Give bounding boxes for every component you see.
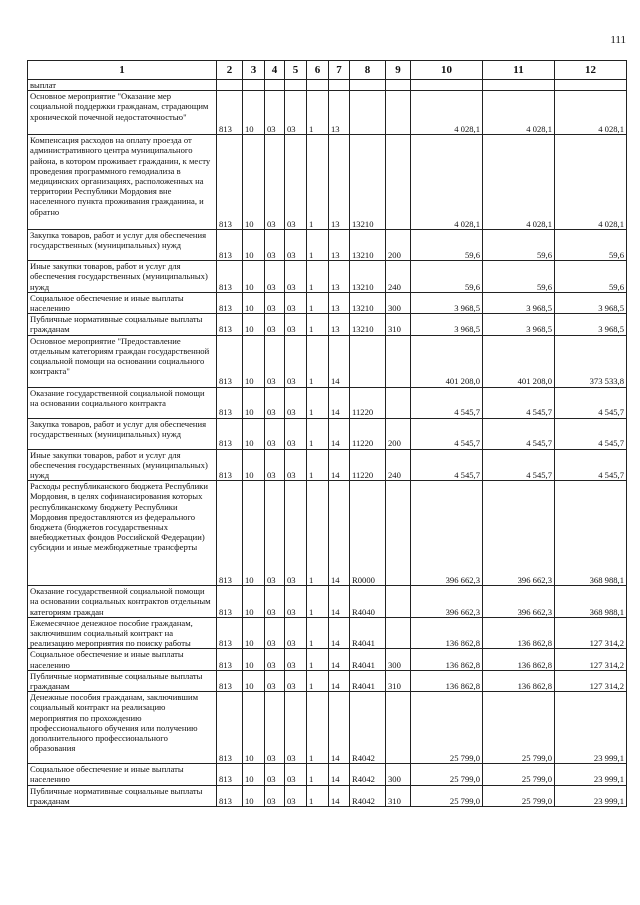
cell-rz: 10 — [243, 387, 265, 418]
cell-cs3: 14 — [329, 692, 350, 764]
column-header-4: 4 — [265, 61, 285, 80]
cell-sum1: 59,6 — [411, 261, 483, 293]
cell-cs2: 1 — [307, 335, 329, 387]
cell-rz: 10 — [243, 314, 265, 335]
cell-cs3: 14 — [329, 785, 350, 806]
cell-vr — [386, 586, 411, 618]
table-row — [28, 387, 627, 418]
cell-sum2: 3 968,5 — [483, 292, 555, 313]
column-header-12: 12 — [555, 61, 627, 80]
table-row — [28, 292, 627, 313]
cell-name: Иные закупки товаров, работ и услуг для обеспечения государственных (муниципальных) нужд — [28, 449, 217, 481]
cell-pr: 03 — [265, 135, 285, 230]
cell-cs4: 11220 — [350, 418, 386, 449]
cell-cs4: 13210 — [350, 230, 386, 261]
cell-cs2: 1 — [307, 387, 329, 418]
cell-sum1 — [411, 80, 483, 91]
cell-sum2: 401 208,0 — [483, 335, 555, 387]
cell-cs1: 03 — [285, 135, 307, 230]
column-header-10: 10 — [411, 61, 483, 80]
cell-rz: 10 — [243, 692, 265, 764]
cell-cs1: 03 — [285, 292, 307, 313]
cell-rz: 10 — [243, 481, 265, 586]
cell-rz: 10 — [243, 230, 265, 261]
cell-sum3: 4 545,7 — [555, 449, 627, 481]
table-row — [28, 80, 627, 91]
cell-gr: 813 — [217, 649, 243, 670]
cell-sum1: 3 968,5 — [411, 314, 483, 335]
table-row — [28, 314, 627, 335]
cell-sum3: 127 314,2 — [555, 670, 627, 691]
cell-name: Публичные нормативные социальные выплаты гражданам — [28, 314, 217, 335]
cell-sum2: 25 799,0 — [483, 764, 555, 785]
cell-cs1 — [285, 80, 307, 91]
cell-gr: 813 — [217, 418, 243, 449]
column-header-2: 2 — [217, 61, 243, 80]
cell-name: Компенсация расходов на оплату проезда от административного центра муниципального района, в котором проживает гражданин, к месту проведения программного гемодиализа в медицинских организациях, расположенных на территории Республики Мордовия вне населенного пункта проживания гражданина, и обратно — [28, 135, 217, 230]
cell-name: Публичные нормативные социальные выплаты гражданам — [28, 670, 217, 691]
cell-sum3: 23 999,1 — [555, 692, 627, 764]
cell-pr: 03 — [265, 764, 285, 785]
cell-cs1: 03 — [285, 387, 307, 418]
cell-sum1: 25 799,0 — [411, 785, 483, 806]
cell-pr: 03 — [265, 261, 285, 293]
cell-cs2: 1 — [307, 617, 329, 649]
cell-name: Публичные нормативные социальные выплаты гражданам — [28, 785, 217, 806]
cell-vr: 300 — [386, 764, 411, 785]
cell-pr: 03 — [265, 692, 285, 764]
cell-name: Закупка товаров, работ и услуг для обеспечения государственных (муниципальных) нужд — [28, 230, 217, 261]
cell-vr — [386, 80, 411, 91]
cell-pr: 03 — [265, 230, 285, 261]
cell-rz: 10 — [243, 292, 265, 313]
cell-cs2: 1 — [307, 670, 329, 691]
table-row — [28, 230, 627, 261]
cell-sum2: 396 662,3 — [483, 481, 555, 586]
cell-gr: 813 — [217, 135, 243, 230]
cell-cs2: 1 — [307, 91, 329, 135]
cell-sum1: 25 799,0 — [411, 764, 483, 785]
cell-cs3: 13 — [329, 91, 350, 135]
cell-sum3: 4 545,7 — [555, 387, 627, 418]
cell-rz: 10 — [243, 649, 265, 670]
cell-name: Денежные пособия гражданам, заключившим социальный контракт на реализацию мероприятия по прохождению профессионального обучения или получению дополнительного профессионального образования — [28, 692, 217, 764]
cell-rz — [243, 80, 265, 91]
cell-rz: 10 — [243, 785, 265, 806]
cell-rz: 10 — [243, 617, 265, 649]
cell-rz: 10 — [243, 335, 265, 387]
cell-sum2: 59,6 — [483, 261, 555, 293]
cell-name: Иные закупки товаров, работ и услуг для обеспечения государственных (муниципальных) нужд — [28, 261, 217, 293]
cell-rz: 10 — [243, 449, 265, 481]
cell-cs2: 1 — [307, 292, 329, 313]
cell-sum3: 4 028,1 — [555, 91, 627, 135]
cell-gr: 813 — [217, 230, 243, 261]
cell-sum2 — [483, 80, 555, 91]
table-row — [28, 481, 627, 586]
cell-pr: 03 — [265, 449, 285, 481]
cell-vr: 300 — [386, 649, 411, 670]
cell-cs4: 13210 — [350, 292, 386, 313]
cell-cs3: 13 — [329, 261, 350, 293]
cell-name: Основное мероприятие "Оказание мер социальной поддержки гражданам, страдающим хронической почечной недостаточностью" — [28, 91, 217, 135]
cell-cs1: 03 — [285, 617, 307, 649]
cell-cs3: 14 — [329, 586, 350, 618]
cell-sum2: 3 968,5 — [483, 314, 555, 335]
cell-sum1: 396 662,3 — [411, 481, 483, 586]
cell-cs4: R0000 — [350, 481, 386, 586]
cell-pr: 03 — [265, 586, 285, 618]
cell-sum2: 136 862,8 — [483, 670, 555, 691]
table-row — [28, 764, 627, 785]
cell-sum1: 59,6 — [411, 230, 483, 261]
cell-cs2: 1 — [307, 230, 329, 261]
table-row — [28, 335, 627, 387]
cell-vr: 200 — [386, 418, 411, 449]
cell-gr: 813 — [217, 764, 243, 785]
cell-name: Социальное обеспечение и иные выплаты населению — [28, 764, 217, 785]
cell-sum2: 25 799,0 — [483, 692, 555, 764]
cell-cs3: 14 — [329, 670, 350, 691]
cell-sum1: 25 799,0 — [411, 692, 483, 764]
cell-cs3: 13 — [329, 135, 350, 230]
cell-cs2: 1 — [307, 586, 329, 618]
cell-gr — [217, 80, 243, 91]
cell-sum2: 4 545,7 — [483, 418, 555, 449]
cell-cs3: 13 — [329, 314, 350, 335]
column-header-6: 6 — [307, 61, 329, 80]
cell-sum3: 59,6 — [555, 230, 627, 261]
cell-pr: 03 — [265, 670, 285, 691]
cell-cs4: 11220 — [350, 387, 386, 418]
cell-pr: 03 — [265, 418, 285, 449]
cell-gr: 813 — [217, 670, 243, 691]
cell-cs1: 03 — [285, 230, 307, 261]
cell-gr: 813 — [217, 586, 243, 618]
cell-name: Социальное обеспечение и иные выплаты населению — [28, 292, 217, 313]
cell-pr: 03 — [265, 91, 285, 135]
cell-sum3 — [555, 80, 627, 91]
cell-pr: 03 — [265, 314, 285, 335]
cell-cs1: 03 — [285, 481, 307, 586]
cell-sum2: 4 028,1 — [483, 135, 555, 230]
cell-name: Оказание государственной социальной помощи на основании социальных контрактов отдельным категориям граждан — [28, 586, 217, 618]
cell-cs4 — [350, 80, 386, 91]
cell-cs3: 14 — [329, 387, 350, 418]
cell-sum3: 127 314,2 — [555, 649, 627, 670]
cell-cs3: 14 — [329, 481, 350, 586]
cell-cs2: 1 — [307, 449, 329, 481]
cell-sum3: 23 999,1 — [555, 764, 627, 785]
cell-cs1: 03 — [285, 91, 307, 135]
cell-name: Закупка товаров, работ и услуг для обеспечения государственных (муниципальных) нужд — [28, 418, 217, 449]
cell-name: Ежемесячное денежное пособие гражданам, заключившим социальный контракт на реализацию мероприятия по поиску работы — [28, 617, 217, 649]
cell-cs3: 13 — [329, 230, 350, 261]
cell-cs1: 03 — [285, 692, 307, 764]
cell-cs1: 03 — [285, 449, 307, 481]
table-row — [28, 586, 627, 618]
cell-cs3: 14 — [329, 418, 350, 449]
cell-cs2: 1 — [307, 418, 329, 449]
cell-sum1: 3 968,5 — [411, 292, 483, 313]
cell-cs1: 03 — [285, 649, 307, 670]
cell-sum3: 368 988,1 — [555, 481, 627, 586]
cell-sum1: 396 662,3 — [411, 586, 483, 618]
cell-sum2: 59,6 — [483, 230, 555, 261]
table-row — [28, 449, 627, 481]
cell-cs2: 1 — [307, 261, 329, 293]
table-row — [28, 617, 627, 649]
table-row — [28, 418, 627, 449]
cell-vr — [386, 617, 411, 649]
cell-gr: 813 — [217, 785, 243, 806]
column-header-9: 9 — [386, 61, 411, 80]
cell-cs4: 13210 — [350, 314, 386, 335]
cell-cs1: 03 — [285, 261, 307, 293]
cell-pr: 03 — [265, 649, 285, 670]
cell-rz: 10 — [243, 670, 265, 691]
cell-pr: 03 — [265, 785, 285, 806]
cell-cs4 — [350, 335, 386, 387]
cell-cs4: R4041 — [350, 617, 386, 649]
cell-pr: 03 — [265, 387, 285, 418]
cell-cs4: R4042 — [350, 764, 386, 785]
cell-pr: 03 — [265, 335, 285, 387]
cell-cs1: 03 — [285, 586, 307, 618]
cell-sum3: 3 968,5 — [555, 292, 627, 313]
cell-cs2: 1 — [307, 649, 329, 670]
cell-vr: 240 — [386, 261, 411, 293]
cell-vr — [386, 481, 411, 586]
cell-sum1: 4 545,7 — [411, 387, 483, 418]
cell-sum1: 136 862,8 — [411, 670, 483, 691]
cell-sum1: 401 208,0 — [411, 335, 483, 387]
cell-sum1: 136 862,8 — [411, 649, 483, 670]
cell-vr — [386, 387, 411, 418]
column-header-5: 5 — [285, 61, 307, 80]
cell-sum1: 4 545,7 — [411, 449, 483, 481]
column-header-11: 11 — [483, 61, 555, 80]
cell-name: выплат — [28, 80, 217, 91]
cell-vr — [386, 692, 411, 764]
cell-gr: 813 — [217, 387, 243, 418]
cell-gr: 813 — [217, 449, 243, 481]
cell-sum2: 4 545,7 — [483, 449, 555, 481]
cell-vr — [386, 335, 411, 387]
cell-cs3: 14 — [329, 449, 350, 481]
column-header-3: 3 — [243, 61, 265, 80]
cell-sum3: 4 028,1 — [555, 135, 627, 230]
cell-cs2: 1 — [307, 692, 329, 764]
cell-sum3: 373 533,8 — [555, 335, 627, 387]
table-row — [28, 692, 627, 764]
table-header-row — [28, 61, 627, 80]
cell-pr — [265, 80, 285, 91]
cell-gr: 813 — [217, 617, 243, 649]
cell-cs1: 03 — [285, 785, 307, 806]
cell-rz: 10 — [243, 586, 265, 618]
table-row — [28, 261, 627, 293]
page-number: 111 — [610, 34, 626, 46]
cell-cs3: 14 — [329, 335, 350, 387]
cell-pr: 03 — [265, 617, 285, 649]
cell-rz: 10 — [243, 261, 265, 293]
table-row — [28, 91, 627, 135]
cell-cs1: 03 — [285, 335, 307, 387]
cell-gr: 813 — [217, 335, 243, 387]
cell-name: Расходы республиканского бюджета Республики Мордовия, в целях софинансирования которых республиканскому бюджету Республики Мордовия предоставляются из федерального бюджета (бюджетов государственных внебюджетных фондов Российской Федерации) субсидии и иные межбюджетные трансферты — [28, 481, 217, 586]
cell-vr: 200 — [386, 230, 411, 261]
table-row — [28, 670, 627, 691]
cell-pr: 03 — [265, 481, 285, 586]
cell-rz: 10 — [243, 764, 265, 785]
cell-sum2: 4 028,1 — [483, 91, 555, 135]
cell-cs2: 1 — [307, 314, 329, 335]
cell-cs3: 14 — [329, 649, 350, 670]
cell-cs3: 14 — [329, 617, 350, 649]
cell-sum2: 136 862,8 — [483, 649, 555, 670]
cell-sum3: 4 545,7 — [555, 418, 627, 449]
cell-sum3: 23 999,1 — [555, 785, 627, 806]
cell-cs4: R4041 — [350, 649, 386, 670]
cell-rz: 10 — [243, 91, 265, 135]
table-row — [28, 135, 627, 230]
cell-sum2: 4 545,7 — [483, 387, 555, 418]
cell-cs4: R4042 — [350, 785, 386, 806]
cell-sum2: 25 799,0 — [483, 785, 555, 806]
cell-cs4: 11220 — [350, 449, 386, 481]
cell-cs1: 03 — [285, 670, 307, 691]
cell-vr: 300 — [386, 292, 411, 313]
cell-vr: 310 — [386, 314, 411, 335]
cell-pr: 03 — [265, 292, 285, 313]
table-row — [28, 649, 627, 670]
cell-cs4: 13210 — [350, 261, 386, 293]
cell-cs1: 03 — [285, 764, 307, 785]
cell-gr: 813 — [217, 292, 243, 313]
cell-sum1: 4 545,7 — [411, 418, 483, 449]
cell-vr: 240 — [386, 449, 411, 481]
cell-gr: 813 — [217, 692, 243, 764]
cell-cs3 — [329, 80, 350, 91]
cell-sum3: 59,6 — [555, 261, 627, 293]
cell-rz: 10 — [243, 135, 265, 230]
cell-sum3: 127 314,2 — [555, 617, 627, 649]
cell-vr: 310 — [386, 785, 411, 806]
cell-cs2 — [307, 80, 329, 91]
column-header-8: 8 — [350, 61, 386, 80]
cell-cs4: R4041 — [350, 670, 386, 691]
cell-sum1: 136 862,8 — [411, 617, 483, 649]
cell-sum2: 136 862,8 — [483, 617, 555, 649]
cell-cs4: R4040 — [350, 586, 386, 618]
table-row — [28, 785, 627, 806]
cell-cs2: 1 — [307, 135, 329, 230]
column-header-7: 7 — [329, 61, 350, 80]
cell-cs3: 14 — [329, 764, 350, 785]
cell-gr: 813 — [217, 481, 243, 586]
cell-cs4 — [350, 91, 386, 135]
cell-gr: 813 — [217, 91, 243, 135]
cell-sum3: 368 988,1 — [555, 586, 627, 618]
cell-cs1: 03 — [285, 418, 307, 449]
budget-table — [27, 60, 627, 807]
cell-cs4: R4042 — [350, 692, 386, 764]
cell-cs2: 1 — [307, 764, 329, 785]
cell-sum3: 3 968,5 — [555, 314, 627, 335]
cell-rz: 10 — [243, 418, 265, 449]
cell-vr — [386, 91, 411, 135]
cell-name: Оказание государственной социальной помощи на основании социального контракта — [28, 387, 217, 418]
cell-sum1: 4 028,1 — [411, 135, 483, 230]
cell-vr — [386, 135, 411, 230]
cell-cs2: 1 — [307, 481, 329, 586]
cell-vr: 310 — [386, 670, 411, 691]
cell-cs1: 03 — [285, 314, 307, 335]
cell-cs4: 13210 — [350, 135, 386, 230]
cell-cs3: 13 — [329, 292, 350, 313]
cell-name: Основное мероприятие "Предоставление отдельным категориям граждан государственной социальной помощи на основании социального контракта" — [28, 335, 217, 387]
cell-sum1: 4 028,1 — [411, 91, 483, 135]
cell-cs2: 1 — [307, 785, 329, 806]
cell-sum2: 396 662,3 — [483, 586, 555, 618]
cell-gr: 813 — [217, 314, 243, 335]
column-header-1: 1 — [28, 61, 217, 80]
cell-name: Социальное обеспечение и иные выплаты населению — [28, 649, 217, 670]
cell-gr: 813 — [217, 261, 243, 293]
